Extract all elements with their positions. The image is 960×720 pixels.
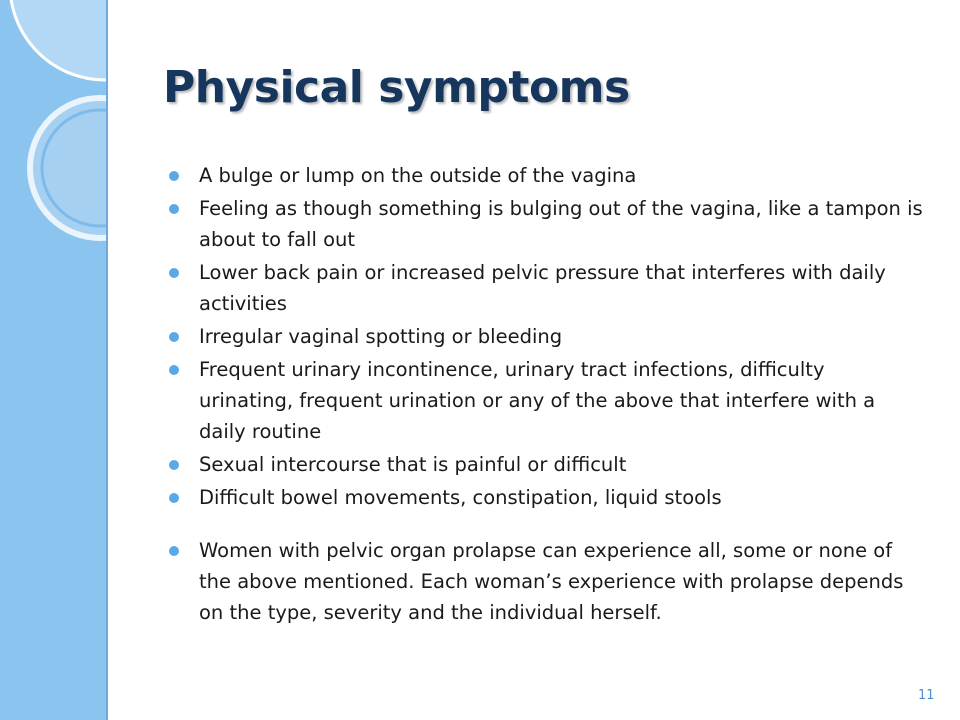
bullet-text: Lower back pain or increased pelvic pressure that interferes with daily activities bbox=[199, 261, 886, 315]
bullet-dot-icon bbox=[169, 460, 179, 470]
bullet-dot-icon bbox=[169, 171, 179, 181]
bullet-list bbox=[163, 160, 923, 630]
bullet-item bbox=[163, 535, 923, 628]
bullet-dot-icon bbox=[169, 365, 179, 375]
bullet-text: Difficult bowel movements, constipation, liquid stools bbox=[199, 486, 722, 509]
bullet-text: Irregular vaginal spotting or bleeding bbox=[199, 325, 563, 348]
bullet-item bbox=[163, 449, 923, 480]
bullet-dot-icon bbox=[169, 332, 179, 342]
slide-number: 11 bbox=[918, 688, 935, 703]
bullet-dot-icon bbox=[169, 546, 179, 556]
bullet-text: A bulge or lump on the outside of the vagina bbox=[199, 164, 637, 187]
bullet-item bbox=[163, 354, 923, 447]
bullet-text: Sexual intercourse that is painful or difficult bbox=[199, 453, 627, 476]
bullet-item bbox=[163, 257, 923, 319]
bullet-text: Frequent urinary incontinence, urinary tract infections, difficulty urinating, frequent urination or any of the above that interfere with a daily routine bbox=[199, 358, 876, 443]
bullet-dot-icon bbox=[169, 268, 179, 278]
decorative-side-band bbox=[0, 0, 108, 720]
bullet-dot-icon bbox=[169, 493, 179, 503]
bullet-text: Women with pelvic organ prolapse can experience all, some or none of the above mentioned. Each woman’s experience with prolapse depends on the type, severity and the individual herself. bbox=[199, 539, 904, 624]
decorative-circle-top bbox=[10, 0, 106, 80]
bullet-text: Feeling as though something is bulging out of the vagina, like a tampon is about to fall out bbox=[199, 197, 923, 251]
bullet-item bbox=[163, 160, 923, 191]
bullet-dot-icon bbox=[169, 204, 179, 214]
slide-title: Physical symptoms bbox=[163, 62, 630, 113]
decorative-circles bbox=[0, 0, 106, 720]
bullet-item bbox=[163, 193, 923, 255]
bullet-item bbox=[163, 321, 923, 352]
bullet-item bbox=[163, 482, 923, 513]
